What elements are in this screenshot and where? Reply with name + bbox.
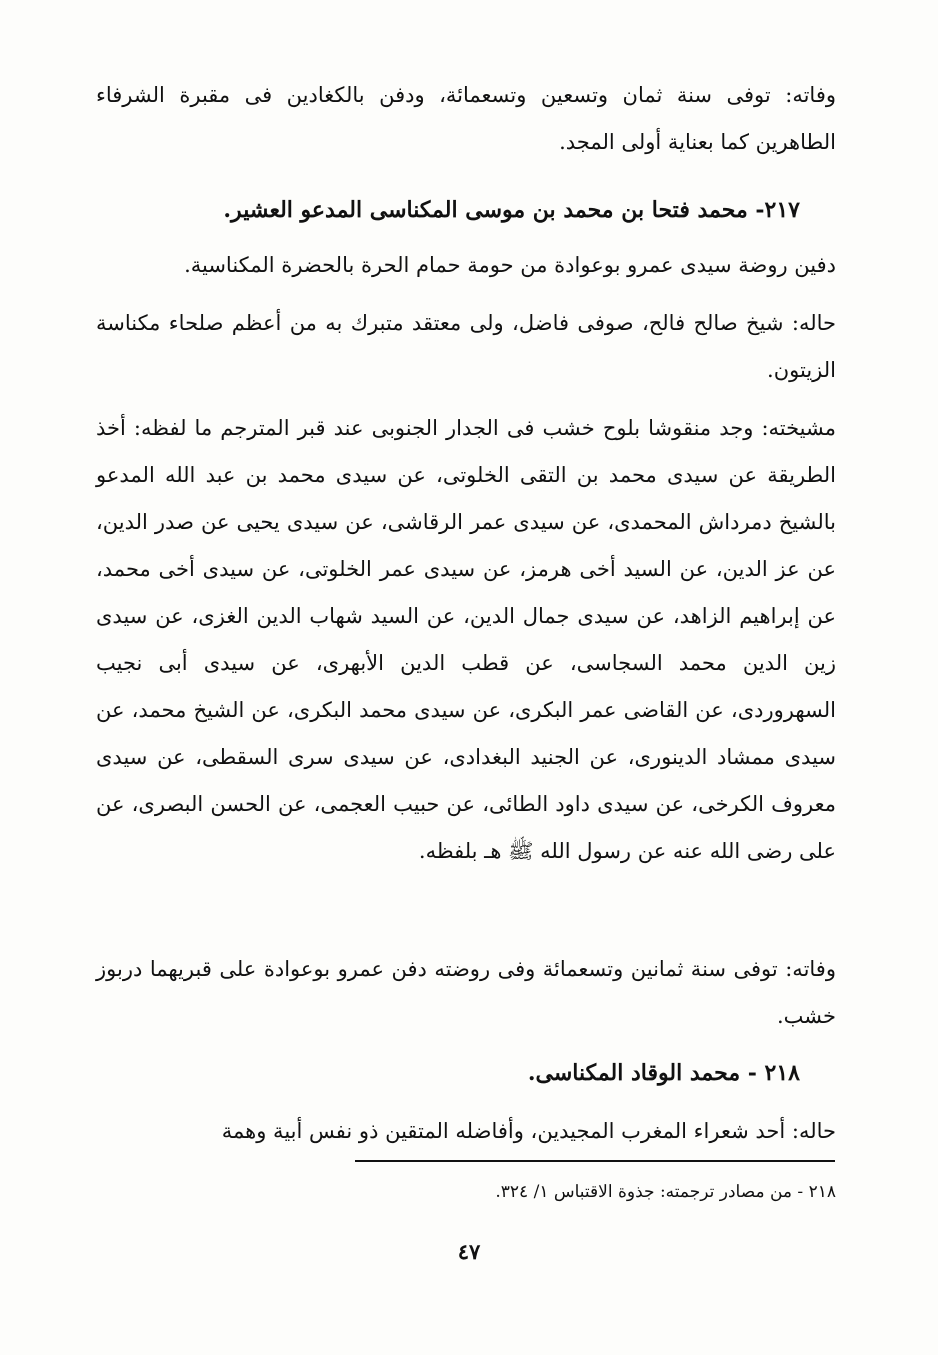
page-number: ٤٧ — [457, 1239, 481, 1264]
entry-heading-217: ٢١٧- محمد فتحا بن محمد بن موسى المكناسى المدعو العشير. — [223, 197, 800, 223]
paragraph-burial-217: دفين روضة سيدى عمرو بوعوادة من حومة حمام الحرة بالحضرة المكناسية. — [184, 253, 836, 277]
paragraph-mashyakha-217: مشيخته: وجد منقوشا بلوح خشب فى الجدار الجنوبى عند قبر المترجم ما لفظه: أخذ الطريقة عن سيدى محمد بن التقى الخلوتى، عن سيدى محمد بن عبد الله المدعو بالشيخ دمرداش المحمدى، عن سيدى عمر الرقاشى، عن سيدى يحيى عن صدر الدين، عن عز الدين، عن السيد أخى هرمز، عن سيدى عمر الخلوتى، عن سيدى أخى محمد، عن إبراهيم الزاهد، عن سيدى جمال الدين، عن السيد شهاب الدين الغزى، عن سيدى زين الدين محمد السجاسى، عن قطب الدين الأبهرى، عن سيدى أبى نجيب السهروردى، عن القاضى عمر البكرى، عن سيدى محمد البكرى، عن الشيخ محمد، عن سيدى ممشاد الدينورى، عن الجنيد البغدادى، عن سيدى سرى السقطى، عن سيدى معروف الكرخى، عن سيدى داود الطائى، عن حبيب العجمى، عن الحسن البصرى، عن على رضى الله عنه عن رسول الله ﷺ هـ بلفظه. — [96, 416, 836, 863]
footnote-218: ٢١٨ - من مصادر ترجمته: جذوة الاقتباس ١/ ٣٢٤. — [495, 1182, 836, 1202]
paragraph-wafat-217: وفاته: توفى سنة ثمانين وتسعمائة وفى روضته دفن عمرو بوعوادة على قبريهما دربوز خشب. — [96, 957, 836, 1028]
paragraph-hal-218: حاله: أحد شعراء المغرب المجيدين، وأفاضله المتقين ذو نفس أبية وهمة — [221, 1119, 836, 1143]
footnote-divider — [355, 1160, 835, 1162]
paragraph-hal-217: حاله: شيخ صالح فالح، صوفى فاضل، ولى معتقد متبرك به من أعظم صلحاء مكناسة الزيتون. — [96, 311, 836, 382]
entry-heading-218: ٢١٨ - محمد الوقاد المكناسى. — [527, 1060, 800, 1086]
paragraph-wafat-previous: وفاته: توفى سنة ثمان وتسعين وتسعمائة، ودفن بالكغادين فى مقبرة الشرفاء الطاهرين كما بعناية أولى المجد. — [96, 83, 836, 154]
